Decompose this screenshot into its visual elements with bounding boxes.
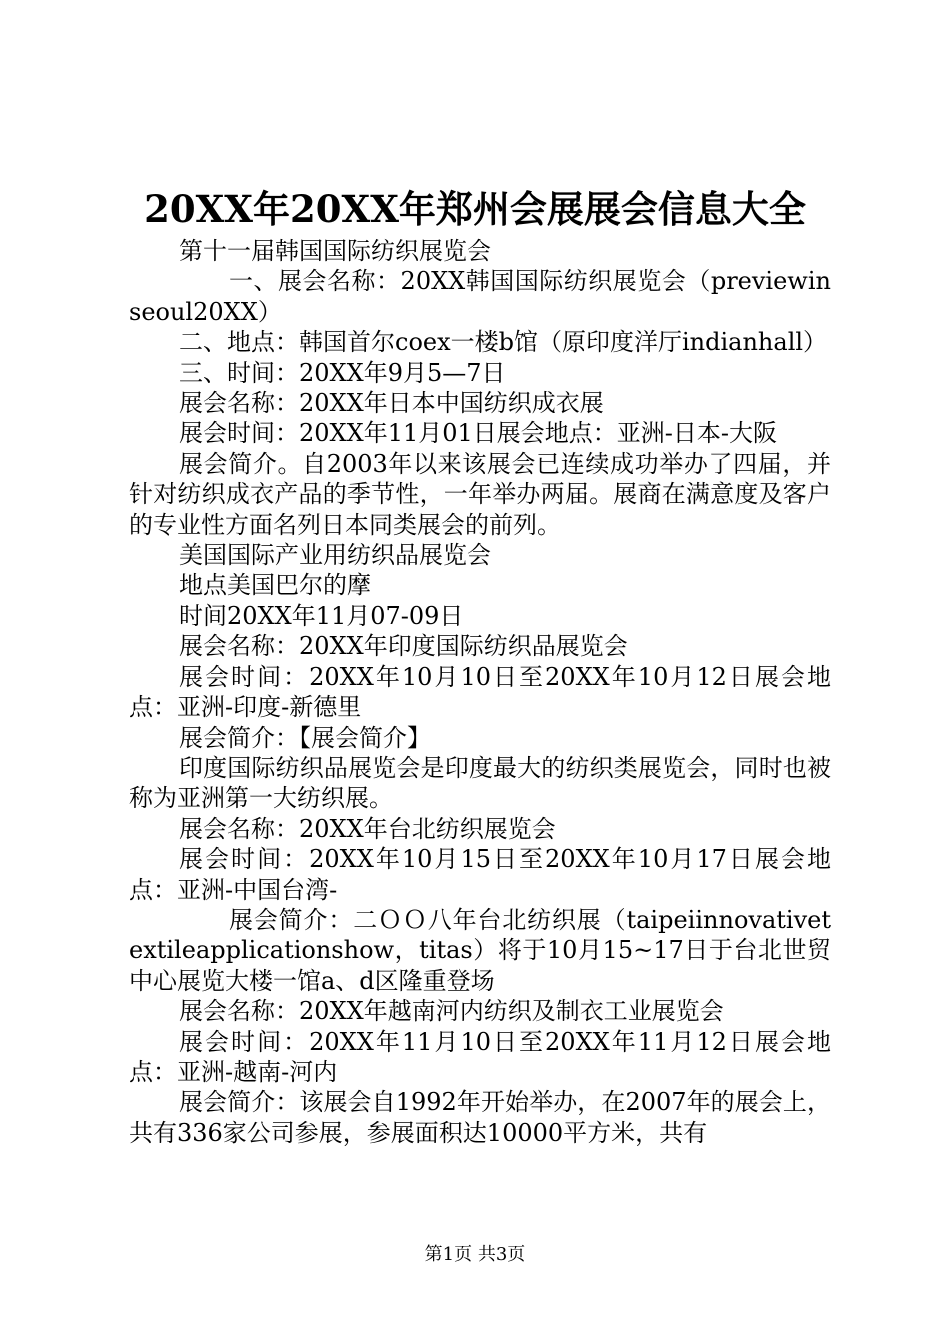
paragraph: 二、地点：韩国首尔coex一楼b馆（原印度洋厅indianhall）: [179, 328, 828, 357]
document-title: 20XX年20XX年郑州会展展会信息大全: [144, 187, 806, 231]
paragraph: 时间20XX年11月07-09日: [179, 601, 464, 630]
paragraph: 展会简介：【展会简介】: [179, 723, 431, 752]
paragraph: 展会时间：20XX年11月10日至20XX年11月12日展会地点：亚洲-越南-河内: [129, 1027, 831, 1086]
paragraph: 地点美国巴尔的摩: [179, 571, 371, 600]
paragraph: 展会时间：20XX年10月15日至20XX年10月17日展会地点：亚洲-中国台湾-: [129, 845, 831, 904]
paragraph: 展会简介：二ＯＯ八年台北纺织展（taipeiinnovativetextileapplicationshow，titas）将于10月15~17日于台北世贸中心展览大楼一馆a、d区隆重登场: [129, 905, 831, 995]
paragraph: 展会时间：20XX年11月01日展会地点：亚洲-日本-大阪: [179, 419, 778, 448]
paragraph: 展会时间：20XX年10月10日至20XX年10月12日展会地点：亚洲-印度-新德里: [129, 662, 831, 722]
paragraph: 印度国际纺织品展览会是印度最大的纺织类展览会，同时也被称为亚洲第一大纺织展。: [129, 753, 831, 813]
document-body: [129, 236, 831, 1148]
paragraph: 展会名称：20XX年印度国际纺织品展览会: [179, 632, 628, 661]
paragraph: 第十一届韩国国际纺织展览会: [179, 237, 491, 265]
paragraph: 美国国际产业用纺织品展览会: [179, 541, 491, 570]
paragraph: 展会名称：20XX年日本中国纺织成衣展: [179, 389, 604, 418]
paragraph: 展会名称：20XX年台北纺织展览会: [179, 814, 556, 843]
paragraph: 展会简介。自2003年以来该展会已连续成功举办了四届，并针对纺织成衣产品的季节性，一年举办两届。展商在满意度及客户的专业性方面名列日本同类展会的前列。: [129, 449, 831, 539]
paragraph: 一、展会名称：20XX韩国国际纺织展览会（previewinseoul20XX）: [129, 267, 831, 326]
paragraph: 三、时间：20XX年9月5—7日: [179, 358, 506, 387]
paragraph: 展会名称：20XX年越南河内纺织及制衣工业展览会: [179, 997, 724, 1026]
page-footer: 第1页 共3页: [424, 1244, 526, 1265]
paragraph: 展会简介：该展会自1992年开始举办，在2007年的展会上，共有336家公司参展，参展面积达10000平方米，共有: [129, 1088, 831, 1147]
